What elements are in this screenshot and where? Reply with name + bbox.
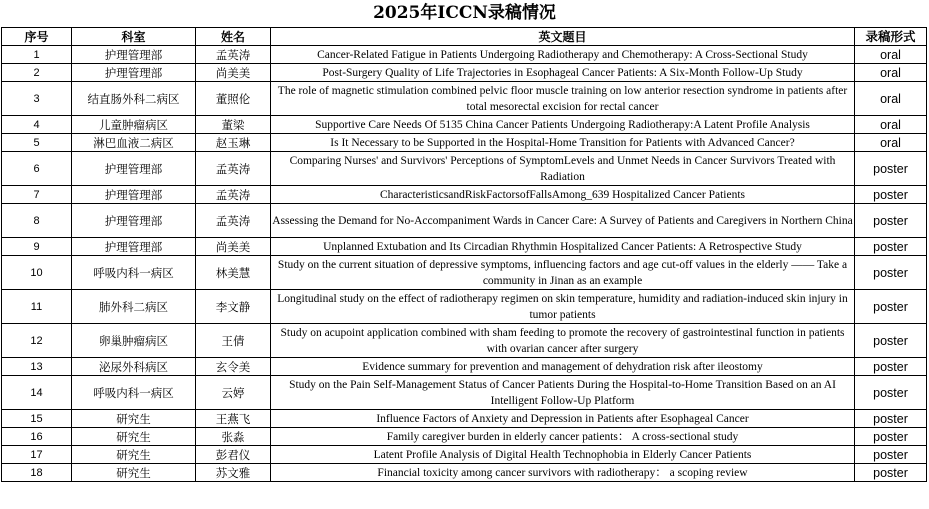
row-english-title-cell: Financial toxicity among cancer survivors with radiotherapy： a scoping review (271, 464, 855, 482)
row-department-cell: 护理管理部 (72, 64, 196, 82)
row-name-cell: 林美慧 (196, 256, 271, 290)
row-name-cell: 李文静 (196, 290, 271, 324)
row-acceptance-form-cell: oral (855, 134, 927, 152)
row-english-title-cell: Study on acupoint application combined with sham feeding to promote the recovery of gastrointestinal function in patients with ovarian cancer after surgery (271, 324, 855, 358)
table-row (2, 46, 927, 64)
row-english-title-cell: Supportive Care Needs Of 5135 China Cancer Patients Undergoing Radiotherapy:A Latent Profile Analysis (271, 116, 855, 134)
row-department-cell: 护理管理部 (72, 46, 196, 64)
table-row (2, 324, 927, 358)
row-index-cell: 16 (2, 428, 72, 446)
row-english-title-cell: Study on the current situation of depressive symptoms, influencing factors and age cut-off values in the elderly —— Take a community in Jinan as an example (271, 256, 855, 290)
header-english-title: 英文题目 (271, 28, 855, 46)
row-department-cell: 呼吸内科一病区 (72, 376, 196, 410)
row-department-cell: 结直肠外科二病区 (72, 82, 196, 116)
row-name-cell: 王倩 (196, 324, 271, 358)
row-english-title-cell: The role of magnetic stimulation combined pelvic floor muscle training on low anterior resection syndrome in patients after total mesorectal excision for rectal cancer (271, 82, 855, 116)
row-name-cell: 彭君仪 (196, 446, 271, 464)
row-acceptance-form-cell: poster (855, 238, 927, 256)
row-acceptance-form-cell: poster (855, 464, 927, 482)
row-english-title-cell: CharacteristicsandRiskFactorsofFallsAmong_639 Hospitalized Cancer Patients (271, 186, 855, 204)
table-row (2, 116, 927, 134)
row-index-cell: 12 (2, 324, 72, 358)
row-name-cell: 玄令美 (196, 358, 271, 376)
row-department-cell: 研究生 (72, 464, 196, 482)
table-row (2, 238, 927, 256)
row-department-cell: 护理管理部 (72, 152, 196, 186)
table-row (2, 464, 927, 482)
row-index-cell: 18 (2, 464, 72, 482)
row-index-cell: 5 (2, 134, 72, 152)
row-acceptance-form-cell: poster (855, 410, 927, 428)
row-index-cell: 6 (2, 152, 72, 186)
row-acceptance-form-cell: oral (855, 116, 927, 134)
row-index-cell: 8 (2, 204, 72, 238)
row-index-cell: 1 (2, 46, 72, 64)
row-department-cell: 泌尿外科病区 (72, 358, 196, 376)
row-english-title-cell: Study on the Pain Self-Management Status of Cancer Patients During the Hospital-to-Home Transition Based on an AI Intelligent Follow-Up Platform (271, 376, 855, 410)
row-english-title-cell: Family caregiver burden in elderly cancer patients： A cross-sectional study (271, 428, 855, 446)
row-acceptance-form-cell: poster (855, 376, 927, 410)
row-name-cell: 董梁 (196, 116, 271, 134)
row-name-cell: 尚美美 (196, 64, 271, 82)
row-name-cell: 孟英涛 (196, 204, 271, 238)
row-english-title-cell: Influence Factors of Anxiety and Depression in Patients after Esophageal Cancer (271, 410, 855, 428)
row-index-cell: 3 (2, 82, 72, 116)
table-row (2, 358, 927, 376)
header-department: 科室 (72, 28, 196, 46)
row-acceptance-form-cell: poster (855, 204, 927, 238)
row-english-title-cell: Post-Surgery Quality of Life Trajectories in Esophageal Cancer Patients: A Six-Month Follow-Up Study (271, 64, 855, 82)
row-department-cell: 护理管理部 (72, 238, 196, 256)
row-english-title-cell: Latent Profile Analysis of Digital Health Technophobia in Elderly Cancer Patients (271, 446, 855, 464)
table-row (2, 446, 927, 464)
table-row (2, 376, 927, 410)
row-english-title-cell: Unplanned Extubation and Its Circadian Rhythmin Hospitalized Cancer Patients: A Retrospective Study (271, 238, 855, 256)
table-body (2, 46, 927, 482)
row-acceptance-form-cell: oral (855, 46, 927, 64)
row-department-cell: 卵巢肿瘤病区 (72, 324, 196, 358)
row-department-cell: 呼吸内科一病区 (72, 256, 196, 290)
table-row (2, 134, 927, 152)
row-index-cell: 2 (2, 64, 72, 82)
row-name-cell: 孟英涛 (196, 152, 271, 186)
row-department-cell: 儿童肿瘤病区 (72, 116, 196, 134)
row-acceptance-form-cell: poster (855, 358, 927, 376)
row-name-cell: 云婷 (196, 376, 271, 410)
row-acceptance-form-cell: poster (855, 186, 927, 204)
table-row (2, 290, 927, 324)
submissions-table (1, 27, 927, 482)
row-index-cell: 13 (2, 358, 72, 376)
row-acceptance-form-cell: oral (855, 64, 927, 82)
row-english-title-cell: Evidence summary for prevention and management of dehydration risk after ileostomy (271, 358, 855, 376)
row-department-cell: 肺外科二病区 (72, 290, 196, 324)
table-row (2, 410, 927, 428)
row-department-cell: 研究生 (72, 446, 196, 464)
table-row (2, 82, 927, 116)
row-english-title-cell: Is It Necessary to be Supported in the Hospital-Home Transition for Patients with Advanced Cancer? (271, 134, 855, 152)
row-acceptance-form-cell: poster (855, 446, 927, 464)
row-department-cell: 护理管理部 (72, 186, 196, 204)
table-row (2, 428, 927, 446)
header-name: 姓名 (196, 28, 271, 46)
row-acceptance-form-cell: poster (855, 256, 927, 290)
row-acceptance-form-cell: poster (855, 152, 927, 186)
row-index-cell: 11 (2, 290, 72, 324)
table-row (2, 64, 927, 82)
row-name-cell: 赵玉琳 (196, 134, 271, 152)
row-name-cell: 王燕飞 (196, 410, 271, 428)
table-row (2, 152, 927, 186)
row-name-cell: 张淼 (196, 428, 271, 446)
row-department-cell: 护理管理部 (72, 204, 196, 238)
header-acceptance-form: 录稿形式 (855, 28, 927, 46)
row-index-cell: 9 (2, 238, 72, 256)
row-index-cell: 15 (2, 410, 72, 428)
header-index: 序号 (2, 28, 72, 46)
row-english-title-cell: Cancer-Related Fatigue in Patients Undergoing Radiotherapy and Chemotherapy: A Cross-Sectional Study (271, 46, 855, 64)
row-index-cell: 14 (2, 376, 72, 410)
row-acceptance-form-cell: poster (855, 324, 927, 358)
row-acceptance-form-cell: poster (855, 290, 927, 324)
row-index-cell: 4 (2, 116, 72, 134)
row-index-cell: 10 (2, 256, 72, 290)
row-english-title-cell: Comparing Nurses' and Survivors' Perceptions of SymptomLevels and Unmet Needs in Cancer Survivors Treated with Radiation (271, 152, 855, 186)
row-index-cell: 7 (2, 186, 72, 204)
table-row (2, 204, 927, 238)
table-row (2, 256, 927, 290)
row-department-cell: 研究生 (72, 410, 196, 428)
row-name-cell: 苏文雅 (196, 464, 271, 482)
row-name-cell: 孟英涛 (196, 46, 271, 64)
table-row (2, 186, 927, 204)
row-name-cell: 董照伦 (196, 82, 271, 116)
row-acceptance-form-cell: oral (855, 82, 927, 116)
row-index-cell: 17 (2, 446, 72, 464)
row-name-cell: 尚美美 (196, 238, 271, 256)
row-english-title-cell: Assessing the Demand for No-Accompaniment Wards in Cancer Care: A Survey of Patients and Caregivers in Northern China (271, 204, 855, 238)
sheet-title: 2025年ICCN录稿情况 (373, 3, 556, 23)
row-english-title-cell: Longitudinal study on the effect of radiotherapy regimen on skin temperature, humidity and radiation-induced skin injury in tumor patients (271, 290, 855, 324)
row-name-cell: 孟英涛 (196, 186, 271, 204)
row-acceptance-form-cell: poster (855, 428, 927, 446)
header-row (2, 28, 927, 46)
row-department-cell: 淋巴血液二病区 (72, 134, 196, 152)
row-department-cell: 研究生 (72, 428, 196, 446)
